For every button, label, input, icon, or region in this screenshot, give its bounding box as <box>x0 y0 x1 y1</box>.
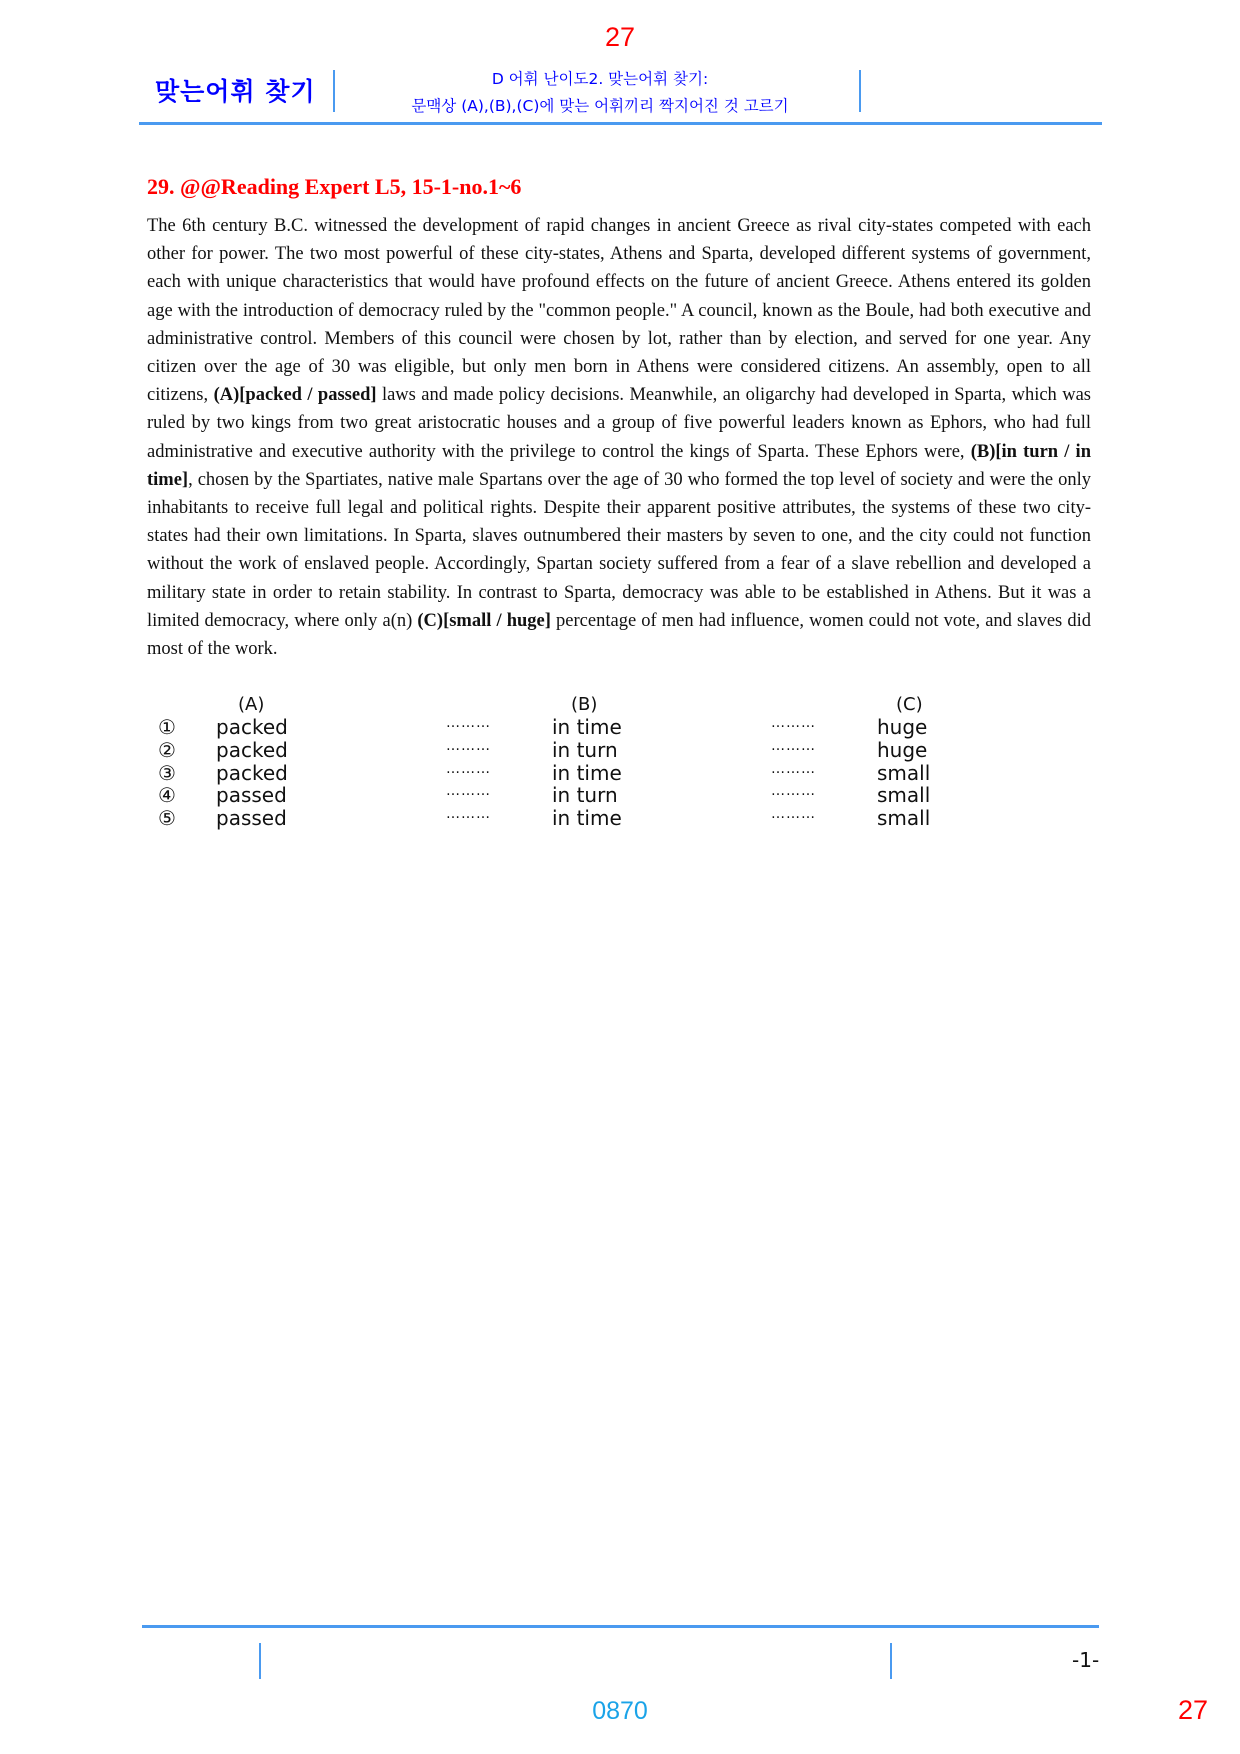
section-subtitle <box>340 66 860 120</box>
option-number: ② <box>158 737 176 762</box>
footer-code: 0870 <box>592 1697 648 1725</box>
option-number: ⑤ <box>158 806 176 831</box>
option-b: in turn <box>552 737 618 762</box>
subtitle-line-2: 문맥상 (A),(B),(C)에 맞는 어휘끼리 짝지어진 것 고르기 <box>411 97 789 115</box>
option-b: in time <box>552 806 622 831</box>
option-c: huge <box>877 737 928 762</box>
option-number: ③ <box>158 760 176 785</box>
blank-c: (C)[small / huge] <box>417 610 551 631</box>
footer-divider <box>890 1643 892 1679</box>
option-c: small <box>877 783 931 808</box>
footer-page-number: 27 <box>1178 1695 1209 1725</box>
header-divider <box>333 70 335 112</box>
dot-leader: ……… <box>771 806 816 823</box>
option-b: in turn <box>552 783 618 808</box>
footer-rule <box>142 1625 1099 1628</box>
dot-leader: ……… <box>771 760 816 777</box>
option-b: in time <box>552 715 622 739</box>
option-number: ④ <box>158 783 176 808</box>
subtitle-line-1: D 어휘 난이도2. 맞는어휘 찾기: <box>491 70 709 88</box>
dot-leader: ……… <box>446 760 491 777</box>
option-a: passed <box>216 783 287 808</box>
option-c: small <box>877 806 931 831</box>
column-header: (B) <box>571 694 598 715</box>
passage-text: The 6th century B.C. witnessed the development of rapid changes in ancient Greece as rival city-states competed with each other for power. The two most powerful of these city-states, Athens and Sparta, developed different systems of government, each with unique characteristics that would have profound effects on the future of ancient Greece. Athens entered its golden age with the introduction of democracy ruled by the "common people." A council, known as the Boule, had both executive and administrative control. Members of this council were chosen by lot, rather than by election, and served for one year. Any citizen over the age of 30 was eligible, but only men born in Athens were considered citizens. An assembly, open to all citizens, <box>147 216 1091 406</box>
option-c: huge <box>877 715 928 739</box>
dot-leader: ……… <box>446 783 491 800</box>
option-c: small <box>877 760 931 785</box>
passage-text: percentage of men had influence, women could not vote, and slaves did most of the work. <box>147 610 1091 660</box>
footer-page-label: -1- <box>1072 1648 1100 1672</box>
passage-text: , chosen by the Spartiates, native male Spartans over the age of 30 who formed the top level of society and were the only inhabitants to receive full legal and political rights. Despite their apparent positive attributes, the systems of these two city-states had their own limitations. In Sparta, slaves outnumbered their masters by seven to one, and the city could not function without the work of enslaved people. Accordingly, Spartan society suffered from a fear of a slave rebellion and developed a military state in order to retain stability. In contrast to Sparta, democracy was able to be established in Athens. But it was a limited democracy, where only a(n) <box>147 469 1091 631</box>
option-a: packed <box>216 737 288 762</box>
footer-divider <box>259 1643 261 1679</box>
section-title: 맞는어휘 찾기 <box>155 77 316 106</box>
header-divider <box>859 70 861 112</box>
dot-leader: ……… <box>771 737 816 754</box>
passage <box>147 212 1091 663</box>
dot-leader: ……… <box>446 737 491 754</box>
question-title: 29. @@Reading Expert L5, 15-1-no.1~6 <box>147 174 522 199</box>
dot-leader: ……… <box>446 806 491 823</box>
header-page-number: 27 <box>604 22 636 52</box>
passage-text: laws and made policy decisions. Meanwhile, an oligarchy had developed in Sparta, which was ruled by two kings from two great aristocratic houses and a group of five powerful leaders known as Ephors, who had full administrative and executive authority with the privilege to control the kings of Sparta. These Ephors were, <box>147 385 1091 462</box>
option-a: packed <box>216 715 288 739</box>
column-header: (C) <box>896 694 923 715</box>
option-b: in time <box>552 760 622 785</box>
dot-leader: ……… <box>771 783 816 800</box>
blank-b: (B)[in turn / in time] <box>147 441 1091 490</box>
option-number: ① <box>158 715 176 739</box>
header-rule <box>139 122 1102 125</box>
column-header: (A) <box>238 694 265 715</box>
option-a: passed <box>216 806 287 831</box>
dot-leader: ……… <box>771 715 816 731</box>
option-a: packed <box>216 760 288 785</box>
dot-leader: ……… <box>446 715 491 731</box>
blank-a: (A)[packed / passed] <box>213 385 377 406</box>
